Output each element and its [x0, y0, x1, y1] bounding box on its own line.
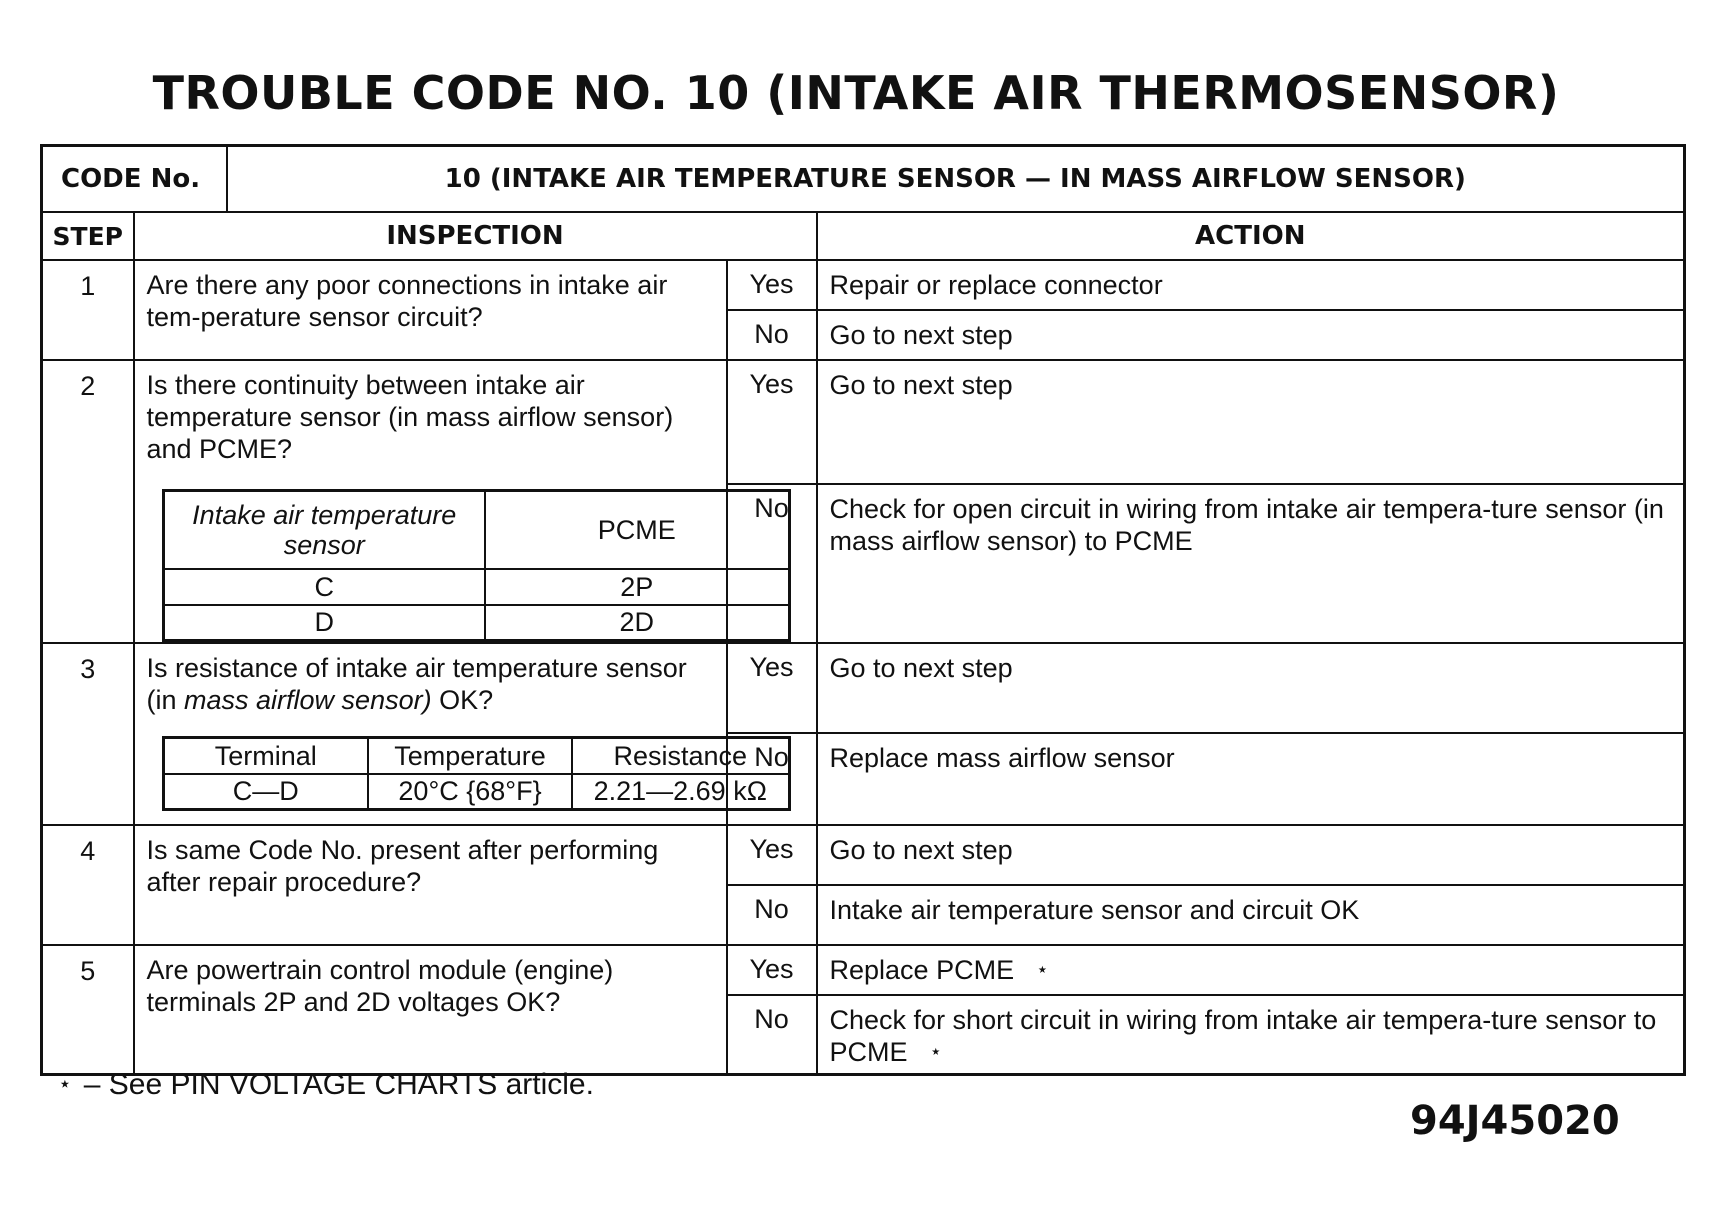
step-number: 3 [42, 643, 134, 825]
step-number: 4 [42, 825, 134, 945]
inspection-question: Are powertrain control module (engine) terminals 2P and 2D voltages OK? [134, 945, 727, 1074]
answer-no: No [727, 995, 817, 1074]
sub-table-cell: 20°C {68°F} [368, 774, 572, 810]
sub-table-cell: 2P [485, 569, 789, 605]
step-number: 2 [42, 360, 134, 643]
action-no: Check for short circuit in wiring from intake air tempera-ture sensor to PCME ⋆ [817, 995, 1685, 1074]
inspection-question [134, 643, 767, 825]
code-value: 10 (INTAKE AIR TEMPERATURE SENSOR — IN MASS AIRFLOW SENSOR) [227, 146, 1685, 213]
table-row [42, 360, 1685, 484]
inspection-question [134, 360, 727, 643]
action-yes: Replace PCME ⋆ [817, 945, 1685, 995]
star-icon: ⋆ [929, 1041, 943, 1063]
star-icon: ⋆ [58, 1071, 72, 1096]
sub-table-cell: 2.21—2.69 kΩ [572, 774, 789, 810]
table-row [42, 643, 1685, 733]
sub-table-row [163, 774, 789, 810]
action-yes: Repair or replace connector [817, 260, 1685, 310]
answer-yes: Yes [727, 825, 817, 885]
sub-table-cell: C—D [163, 774, 368, 810]
sub-table-header: PCME [485, 491, 789, 569]
footnote [58, 1068, 594, 1102]
answer-no: No [727, 310, 817, 360]
sub-table-row [163, 569, 789, 605]
inspection-header: INSPECTION [134, 212, 817, 260]
sub-table-header-row [163, 738, 789, 774]
code-row [42, 146, 1685, 213]
action-yes: Go to next step [817, 360, 1685, 484]
answer-no: No [727, 484, 817, 643]
table-row [42, 945, 1685, 995]
question-text: Is resistance of intake air temperature sensor (in mass airflow sensor) OK? [146, 653, 687, 715]
table-row [42, 260, 1685, 310]
step-header: STEP [42, 212, 134, 260]
page-title: TROUBLE CODE NO. 10 (INTAKE AIR THERMOSENSOR) [152, 66, 1560, 120]
sub-table-header: Resistance [572, 738, 789, 774]
step-number: 1 [42, 260, 134, 360]
sub-table-header-row [163, 491, 789, 569]
sub-table-cell: C [163, 569, 485, 605]
action-no: Replace mass airflow sensor [817, 733, 1685, 825]
code-label: CODE No. [42, 146, 227, 213]
sub-table-header: Temperature [368, 738, 572, 774]
sub-table-row [163, 605, 789, 641]
action-no: Go to next step [817, 310, 1685, 360]
action-no: Intake air temperature sensor and circuit OK [817, 885, 1685, 945]
continuity-table [162, 489, 791, 642]
sub-table-header: Terminal [163, 738, 368, 774]
trouble-code-table [40, 144, 1686, 1076]
action-header: ACTION [817, 212, 1685, 260]
table-row [42, 825, 1685, 885]
answer-yes: Yes [727, 260, 817, 310]
sub-table-cell: 2D [485, 605, 789, 641]
sub-table-cell: D [163, 605, 485, 641]
column-header-row [42, 212, 1685, 260]
step-number: 5 [42, 945, 134, 1074]
answer-yes: Yes [727, 643, 817, 733]
answer-no: No [727, 733, 817, 825]
action-yes: Go to next step [817, 825, 1685, 885]
inspection-question: Is same Code No. present after performing after repair procedure? [134, 825, 727, 945]
star-icon: ⋆ [1036, 959, 1049, 981]
answer-yes: Yes [727, 360, 817, 484]
sub-table-header: Intake air temperature sensor [163, 491, 485, 569]
figure-id: 94J45020 [1410, 1098, 1620, 1144]
answer-no: No [727, 885, 817, 945]
inspection-question: Are there any poor connections in intake air tem-perature sensor circuit? [134, 260, 727, 360]
action-yes: Go to next step [817, 643, 1685, 733]
footnote-text: – See PIN VOLTAGE CHARTS article. [83, 1068, 594, 1101]
question-text: Is there continuity between intake air temperature sensor (in mass airflow sensor) and PCME? [146, 370, 674, 464]
action-no: Check for open circuit in wiring from intake air tempera-ture sensor (in mass airflow sensor) to PCME [817, 484, 1685, 643]
answer-yes: Yes [727, 945, 817, 995]
resistance-table [162, 736, 791, 811]
